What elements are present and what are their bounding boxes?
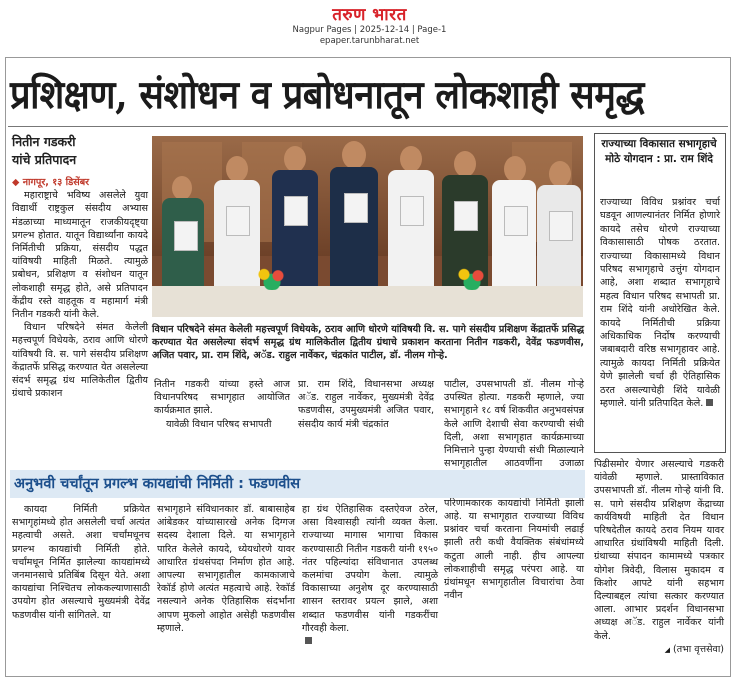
sidebar-body xyxy=(600,196,720,411)
paragraph: हा ग्रंथ ऐतिहासिक दस्तऐवज ठरेल, असा विश्वासही त्यांनी व्यक्त केला. राज्याच्या मागास भागाचा विकास करण्यासाठी नितीन गडकरी यांनी १९५० नंतर पहिल्यांदा संविधानात उपलब्ध कलमांचा उपयोग केला. त्यामुळे विकासाच्या अनुशेष दूर करण्यासाठी शासन स्तरावर प्रयत्न झाले, अशा शब्दात फडणवीस यांनी गडकरींचा गौरवही केला. xyxy=(302,504,438,634)
credit-line: ◢ (तभा वृत्तसेवा) xyxy=(664,643,724,655)
site-url[interactable]: epaper.tarunbharat.net xyxy=(319,36,420,46)
article-column-3 xyxy=(298,378,434,431)
photo-caption: विधान परिषदेने संमत केलेली महत्त्वपूर्ण विधेयके, ठराव आणि धोरणे यांविषयी वि. स. पागे संसदीय प्रशिक्षण केंद्रातर्फे प्रसिद्ध करण्यात येत असलेल्या संदर्भ समृद्ध ग्रंथ मालिकेतील द्वितीय ग्रंथाचे प्रकाशन करताना नितीन गडकरी, देवेंद्र फडणवीस, अजित पवार, प्रा. राम शिंदे, अॅड. राहुल नार्वेकर, चंद्रकांत पाटील, डॉ. नीलम गोऱ्हे. xyxy=(152,324,584,362)
paragraph: कायदा निर्मिती प्रक्रियेत सभागृहांमध्ये होत असलेली चर्चा अत्यंत महत्वाची असते. अशा चर्चांमधूनच प्रगल्भ कायद्यांची निर्मिती होते. चर्चांमधून निर्मित झालेल्या कायद्यांमध्ये जनमानसाचे प्रतिबिंब दिसून येते. अशा कायद्यांचा निश्चितच लोककल्याणासाठी उपयोग होत असल्याचे मुख्यमंत्री देवेंद्र फडणवीस यांनी सांगितले. या xyxy=(12,504,150,621)
kicker xyxy=(12,133,147,169)
kicker-line-1: नितीन गडकरी xyxy=(12,134,76,149)
edition-line: Nagpur Pages | 2025-12-14 | Page-1 xyxy=(292,25,447,35)
subheading: अनुभवी चर्चांतून प्रगल्भ कायद्यांची निर्मिती : फडणवीस xyxy=(14,476,301,492)
dateline: ◆ नागपूर, १३ डिसेंबर xyxy=(12,177,90,188)
page-title: प्रशिक्षण, संशोधन व प्रबोधनातून लोकशाही समृद्ध xyxy=(10,72,644,118)
kicker-line-2: यांचे प्रतिपादन xyxy=(12,152,77,167)
masthead xyxy=(0,2,739,47)
sub-column-2 xyxy=(157,503,295,635)
article-column-5 xyxy=(594,458,724,657)
paragraph: प्रा. राम शिंदे, विधानसभा अध्यक्ष अॅड. राहुल नार्वेकर, मुख्यमंत्री देवेंद्र फडणवीस, उपमुख्यमंत्री अजित पवार, संसदीय कार्य मंत्री चंद्रकांत xyxy=(298,379,434,430)
paragraph: विधान परिषदेने संमत केलेली महत्त्वपूर्ण विधेयके, ठराव आणि धोरणे यांविषयी वि. स. पागे संसदीय प्रशिक्षण केंद्रातर्फे प्रसिद्ध करण्यात येत असलेल्या संदर्भ समृद्ध ग्रंथ मालिकेतील द्वितीय ग्रंथाचे प्रकाशन xyxy=(12,322,148,400)
paragraph: महाराष्ट्राचे भविष्य असलेले युवा विद्यार्थी राष्ट्रकुल संसदीय अभ्यास मंडळाच्या माध्यमातून राजकीयदृष्ट्या प्रगल्भ होतात. यातून विद्यार्थ्यांना कायदे निर्मितीची प्रक्रिया, संसदीय पद्धत यांविषयी माहिती मिळते. त्यामुळे प्रबोधन, प्रशिक्षण व संशोधन यातून लोकशाही समृद्ध होते, असे प्रतिपादन केंद्रीय रस्ते वाहतूक व महामार्ग मंत्री नितीन गडकरी यांनी केले. xyxy=(12,190,148,321)
sidebar-text: राज्याच्या विविध प्रश्नांवर चर्चा घडवून आणल्यानंतर निर्मित होणारे कायदे तसेच धोरणे राज्याच्या विकासासाठी पोषक ठरतात. राज्याच्या विकासामध्ये विधान परिषद सभागृहाचे उत्तुंग योगदान आहे, अशा शब्दात सभागृहाचे महत्व विधान परिषद सभापती प्रा. राम शिंदे यांनी अधोरेखित केले. कायदे निर्मितीची प्रक्रिया अधिकाधिक निर्दोष करण्याची जबाबदारी वरिष्ठ सभागृहावर आहे. त्यामुळे कायदा निर्मिती प्रक्रियेत येणे झालेली चर्चा ही ऐतिहासिक ठरत असल्याचेही शिंदे यावेळी म्हणाले. यांनी प्रतिपादित केले. xyxy=(600,197,720,410)
sidebar-heading: राज्याच्या विकासात सभागृहाचे मोठे योगदान : प्रा. राम शिंदे xyxy=(601,138,717,165)
sub-column-1 xyxy=(12,503,150,622)
paragraph: पिढीसमोर येणार असल्याचे गडकरी यांवेळी म्हणाले. प्रास्ताविकात उपसभापती डॉ. नीलम गोऱ्हे यांनी वि. स. पागे संसदीय प्रशिक्षण केंद्राच्या कार्यविषयी माहिती देत विधान परिषदेतील कायदे ठराव नियम यावर आधारित ग्रंथांविषयी माहिती दिली. ग्रंथाच्या संपादन कामामध्ये पत्रकार योगेश त्रिवेदी, विलास मुकादम व किशोर आपटे यांनी सहभाग दिल्याबद्दल त्यांचा सत्कार करण्यात आला. आभार प्रदर्शन विधानसभा अध्यक्ष अॅड. राहुल नार्वेकर यांनी केले. xyxy=(594,459,724,642)
event-photo xyxy=(152,136,583,317)
article-column-1 xyxy=(12,176,148,400)
sub-column-3 xyxy=(302,503,438,648)
logo: तरुण भारत xyxy=(332,5,407,25)
article-column-2 xyxy=(154,378,290,431)
paragraph: सभागृहाने संविधानकार डॉ. बाबासाहेब आंबेडकर यांच्यासारखे अनेक दिग्गज सदस्य देशाला दिले. या सभागृहाने पारित केलेले कायदे, ध्येयधोरणे यावर आधारित ग्रंथसंपदा निर्माण होत आहे. आपल्या सभागृहातील कामकाजाचे रेकॉर्ड होणे अत्यंत महत्वाचे आहे. रेकॉर्ड नसल्याने अनेक ऐतिहासिक संदर्भांना आपण मुकलो आहोत असेही फडणवीस म्हणाले. xyxy=(157,504,295,634)
credit: (तभा वृत्तसेवा) xyxy=(673,643,724,655)
paragraph: यावेळी विधान परिषद सभापती xyxy=(166,418,272,430)
divider xyxy=(8,126,728,127)
paragraph: पाटील, उपसभापती डॉ. नीलम गोऱ्हे उपस्थित होत्या. गडकरी म्हणाले, ज्या सभागृहाने १८ वर्ष शिकवीत अनुभवसंपन्न केले आणि देशाची सेवा करण्याची संधी दिली, अशा सभागृहात कार्यक्रमाच्या निमित्ताने पुन्हा येण्याची संधी मिळाल्याने सभागृहातील आठवणींना उजाळा परिणामकारक कायद्यांची निर्मिती झाली आहे. या सभागृहात राज्याच्या विविध प्रश्नांवर चर्चा करताना नियमांची लढाई झाली तरी कधी वैयक्तिक संबंधांमध्ये कटुता आली नाही. हीच आपल्या लोकशाहीची समृद्ध परंपरा आहे. या ग्रंथांमधून सभागृहातील विचारांचा ठेवा नवीन xyxy=(444,379,584,602)
paragraph: नितीन गडकरी यांच्या हस्ते आज विधानपरिषद सभागृहात आयोजित कार्यक्रमात झाले. xyxy=(154,379,290,417)
